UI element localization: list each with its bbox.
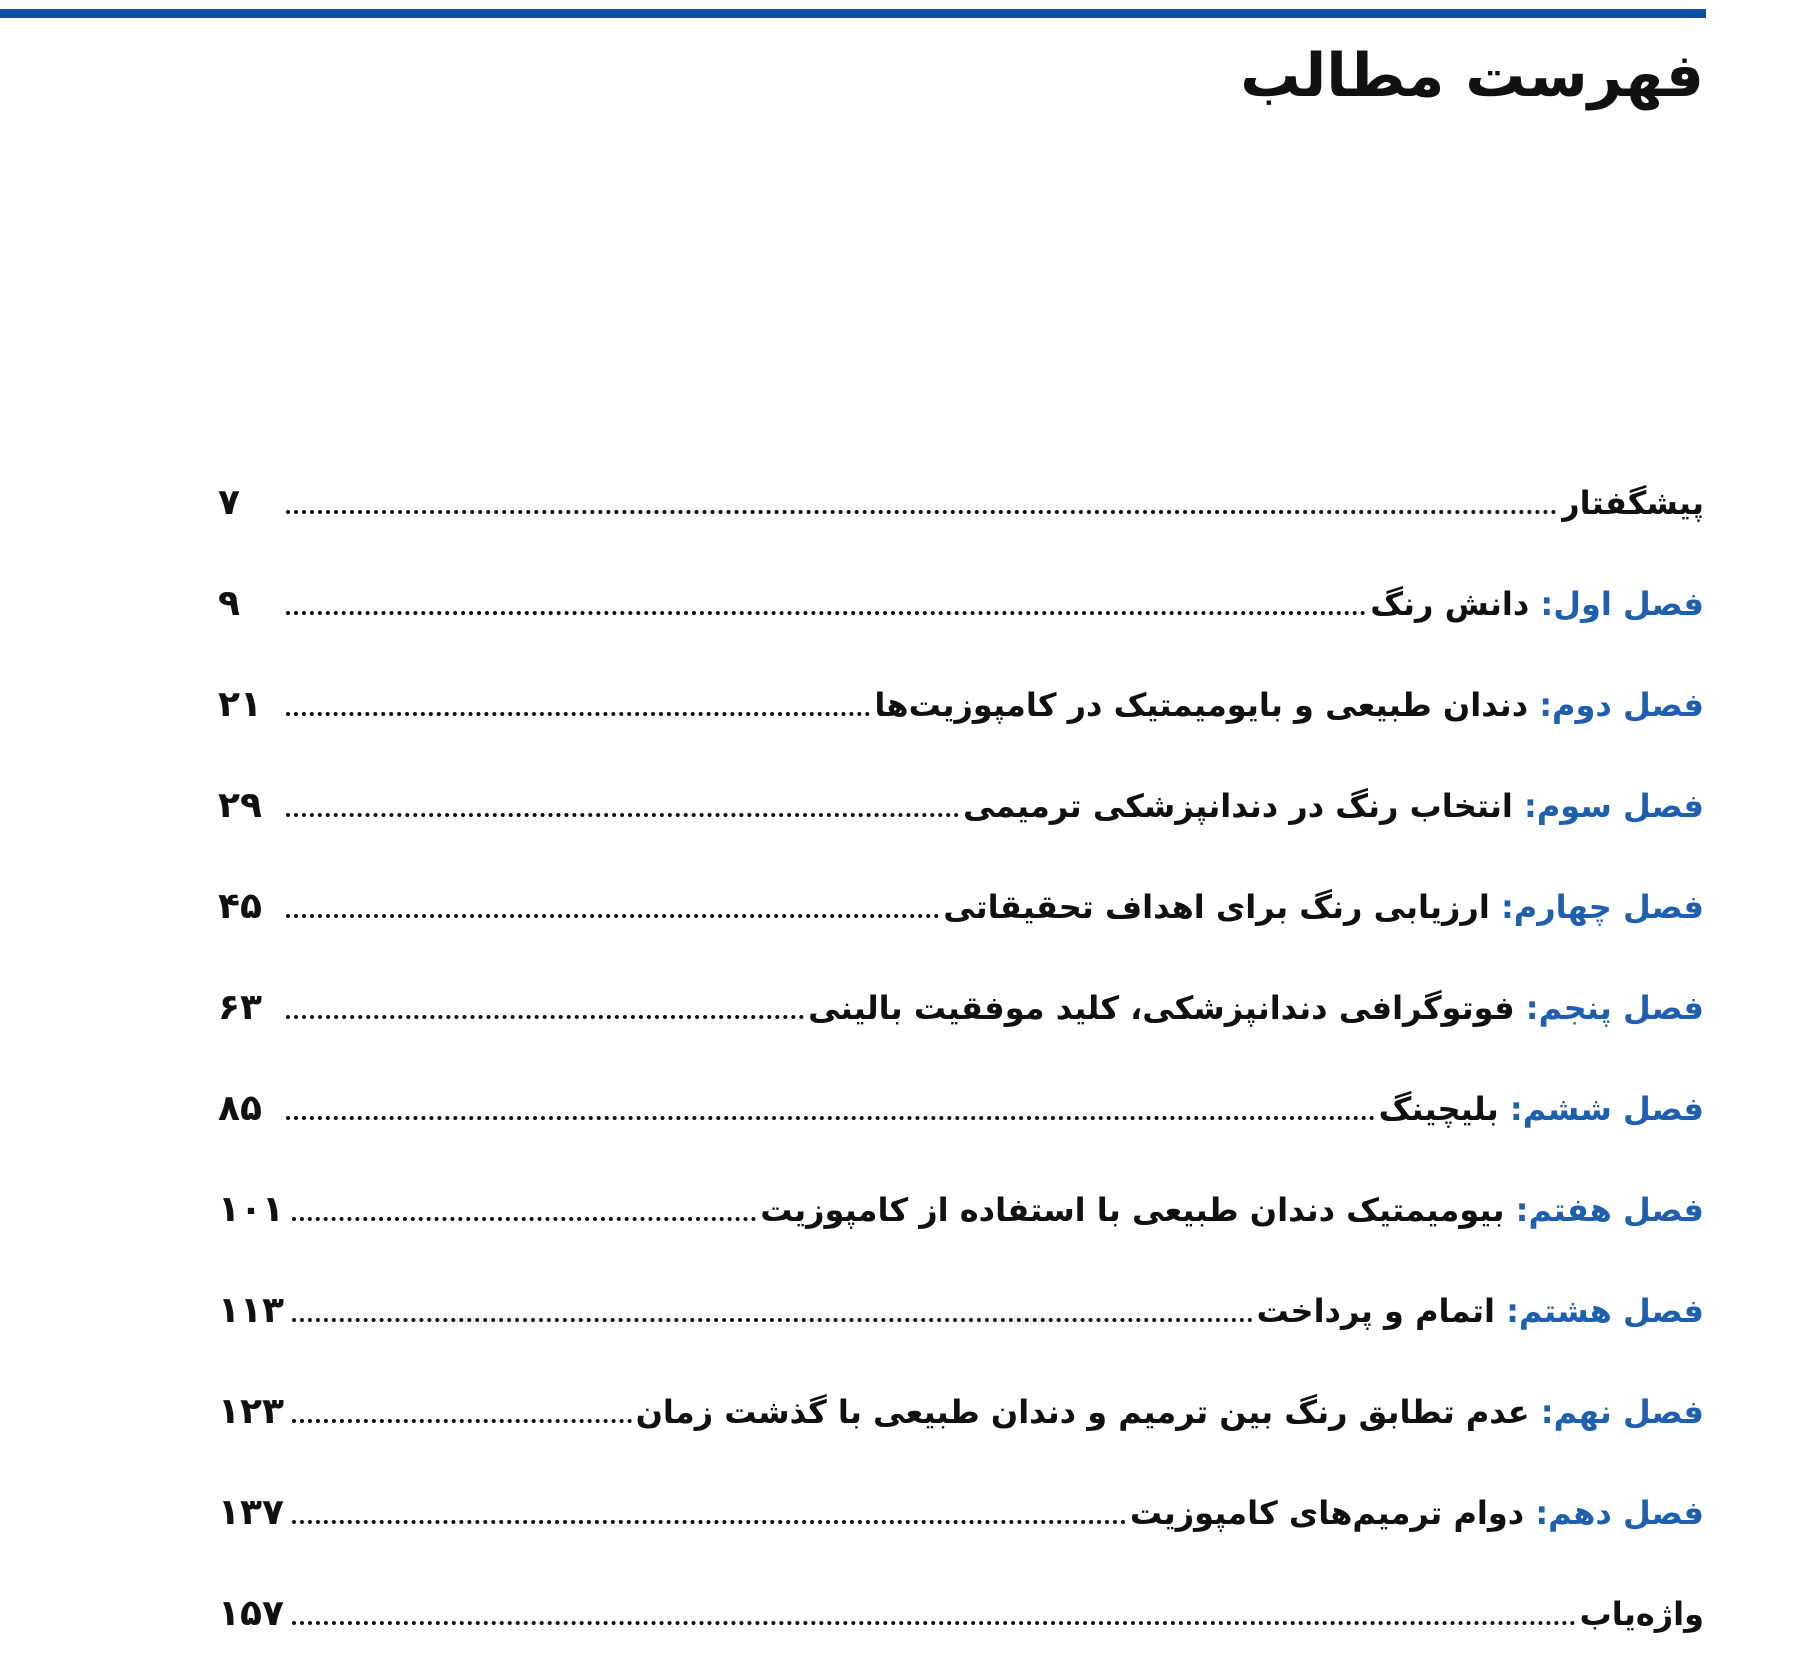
page-number: ۹ (218, 583, 240, 624)
toc-entry-chapter-3[interactable] (218, 755, 1704, 856)
top-rule (0, 9, 1706, 18)
page-number: ۷ (218, 482, 240, 523)
page-number: ۱۵۷ (218, 1593, 284, 1634)
toc-entry-chapter-9[interactable] (218, 1361, 1704, 1462)
page-number: ۱۳۷ (218, 1492, 284, 1533)
dot-leader (286, 712, 870, 716)
chapter-label: فصل چهارم: (1489, 887, 1704, 926)
page-number: ۱۰۱ (218, 1189, 284, 1230)
chapter-label: فصل اول: (1529, 584, 1704, 623)
chapter-label: فصل هشتم: (1494, 1291, 1704, 1330)
toc-entry-chapter-2[interactable] (218, 654, 1704, 755)
chapter-label: فصل پنجم: (1514, 988, 1704, 1027)
toc-entry-chapter-1[interactable] (218, 553, 1704, 654)
table-of-contents (218, 452, 1704, 1664)
toc-entry-glossary[interactable] (218, 1563, 1704, 1664)
chapter-label: فصل هفتم: (1504, 1190, 1704, 1229)
toc-entry-chapter-5[interactable] (218, 957, 1704, 1058)
toc-entry-text (963, 787, 1704, 825)
chapter-title: ارزیابی رنگ برای اهداف تحقیقاتی (943, 887, 1490, 926)
toc-entry-chapter-8[interactable] (218, 1260, 1704, 1361)
dot-leader (292, 1217, 756, 1221)
chapter-title: اتمام و پرداخت (1256, 1291, 1495, 1330)
page-title: فهرست مطالب (1240, 41, 1704, 111)
dot-leader (292, 1318, 1253, 1322)
dot-leader (286, 813, 959, 817)
page-number: ۱۲۳ (218, 1391, 284, 1432)
toc-entry-text (760, 1191, 1704, 1229)
dot-leader (286, 1015, 804, 1019)
dot-leader (286, 510, 1557, 514)
toc-entry-text (1130, 1494, 1704, 1532)
dot-leader (292, 1520, 1126, 1524)
chapter-title: دوام ترمیم‌های کامپوزیت (1129, 1493, 1525, 1532)
toc-entry-text (1561, 484, 1704, 522)
toc-entry-text (1370, 585, 1704, 623)
chapter-title: انتخاب رنگ در دندانپزشکی ترمیمی (963, 786, 1513, 825)
chapter-title: عدم تطابق رنگ بین ترمیم و دندان طبیعی با گذشت زمان (635, 1392, 1530, 1431)
toc-entry-text (808, 989, 1704, 1027)
chapter-label: فصل دوم: (1528, 685, 1704, 724)
page-number: ۶۳ (218, 987, 262, 1028)
chapter-label: فصل ششم: (1498, 1089, 1704, 1128)
chapter-title: پیشگفتار (1561, 483, 1704, 522)
toc-entry-text (1379, 1090, 1704, 1128)
chapter-label: فصل سوم: (1512, 786, 1704, 825)
chapter-title: بیومیمتیک دندان طبیعی با استفاده از کامپوزیت (760, 1190, 1505, 1229)
dot-leader (286, 914, 939, 918)
dot-leader (286, 611, 1366, 615)
dot-leader (286, 1116, 1375, 1120)
chapter-label: فصل دهم: (1524, 1493, 1704, 1532)
toc-entry-text (874, 686, 1704, 724)
toc-entry-chapter-4[interactable] (218, 856, 1704, 957)
chapter-title: دانش رنگ (1370, 584, 1530, 623)
toc-entry-chapter-7[interactable] (218, 1159, 1704, 1260)
chapter-title: فوتوگرافی دندانپزشکی، کلید موفقیت بالینی (808, 988, 1515, 1027)
toc-entry-chapter-10[interactable] (218, 1462, 1704, 1563)
toc-entry-text (1580, 1595, 1704, 1633)
page-number: ۸۵ (218, 1088, 262, 1129)
toc-entry-text (636, 1393, 1704, 1431)
toc-entry-text (943, 888, 1704, 926)
dot-leader (292, 1419, 632, 1423)
page-number: ۱۱۳ (218, 1290, 284, 1331)
toc-entry-chapter-6[interactable] (218, 1058, 1704, 1159)
page-number: ۴۵ (218, 886, 262, 927)
toc-entry-preface[interactable] (218, 452, 1704, 553)
chapter-title: دندان طبیعی و بایومیمتیک در کامپوزیت‌ها (874, 685, 1529, 724)
page-number: ۲۱ (218, 684, 262, 725)
page-number: ۲۹ (218, 785, 262, 826)
dot-leader (292, 1621, 1576, 1625)
chapter-title: بلیچینگ (1378, 1089, 1499, 1128)
chapter-title: واژه‌یاب (1579, 1594, 1704, 1633)
toc-entry-text (1257, 1292, 1704, 1330)
chapter-label: فصل نهم: (1529, 1392, 1704, 1431)
